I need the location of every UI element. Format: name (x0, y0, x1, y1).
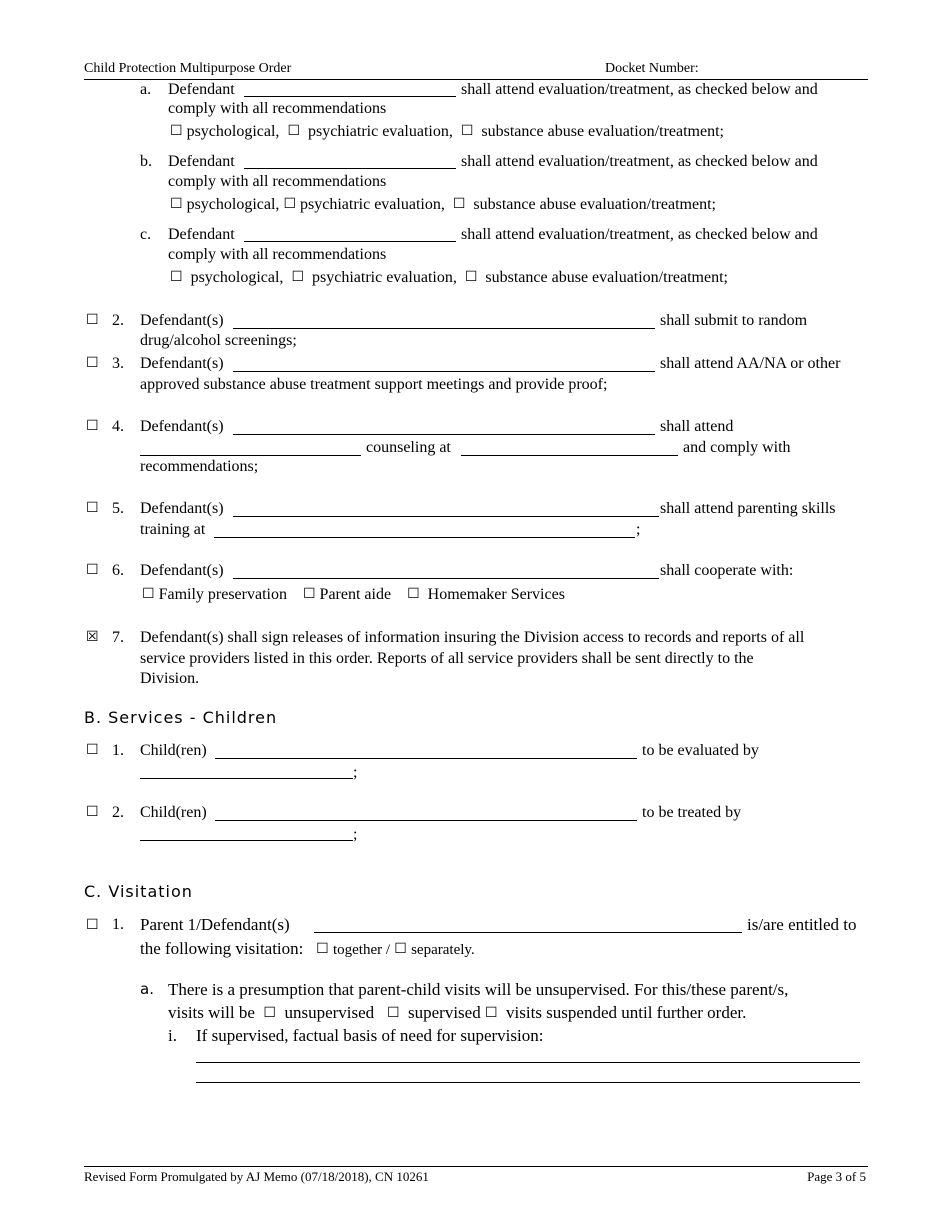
checkbox-psychological[interactable]: ☐ (170, 269, 183, 285)
c-sub-a-line2 (168, 1002, 746, 1024)
checkbox-family-preservation[interactable]: ☐ (142, 586, 155, 602)
item-4-end: and comply with (683, 439, 791, 456)
item-2-cont: drug/alcohol screenings; (140, 332, 297, 349)
sub-item-a-options (170, 122, 724, 142)
sub-item-c-blank[interactable] (244, 241, 456, 242)
item-7-line3: Division. (140, 670, 200, 687)
visitation-label: the following visitation: (140, 939, 304, 958)
checkbox-icon[interactable]: ☐ (86, 312, 99, 328)
item-4-label: Defendant(s) (140, 418, 224, 435)
sub-item-c-comply: comply with all recommendations (168, 246, 387, 263)
checkbox-together[interactable]: ☐ (316, 941, 329, 957)
sub-item-b-label: Defendant (168, 153, 235, 170)
item-4-mid: counseling at (366, 439, 451, 456)
item-7-line1: Defendant(s) shall sign releases of information insuring the Division access to records and reports of all (140, 629, 805, 646)
sub-item-b-letter: b. (140, 153, 152, 170)
supervision-basis-line-2[interactable] (196, 1082, 860, 1083)
option-label: supervised (408, 1003, 481, 1022)
item-2-blank[interactable] (233, 328, 655, 329)
b-item-1-blank[interactable] (215, 758, 637, 759)
sub-item-a-text: shall attend evaluation/treatment, as checked below and (461, 81, 818, 98)
checkbox-unsupervised[interactable]: ☐ (263, 1005, 276, 1021)
checkbox-visits-suspended[interactable]: ☐ (484, 1005, 498, 1021)
sub-item-c-options (170, 268, 728, 288)
item-6-blank[interactable] (233, 578, 659, 579)
b-item-2-treater-blank[interactable] (140, 840, 353, 841)
item-5-checkbox[interactable] (86, 499, 99, 519)
visits-label: visits will be (168, 1003, 255, 1022)
checkbox-homemaker[interactable]: ☐ (407, 586, 420, 602)
item-6-options (142, 585, 565, 605)
supervision-basis-line-1[interactable] (196, 1062, 860, 1063)
b-item-2-number: 2. (112, 804, 124, 821)
item-3-checkbox[interactable] (86, 354, 99, 374)
footer-rule (84, 1166, 868, 1167)
item-6-number: 6. (112, 562, 124, 579)
option-label: substance abuse evaluation/treatment; (481, 123, 724, 140)
option-label: substance abuse evaluation/treatment; (473, 196, 716, 213)
checked-checkbox-icon[interactable]: ☒ (86, 629, 99, 645)
item-5-training-blank[interactable] (214, 537, 635, 538)
option-label: psychiatric evaluation, (312, 269, 457, 286)
b-item-1-checkbox[interactable] (86, 741, 99, 761)
checkbox-substance-abuse[interactable]: ☐ (452, 196, 466, 212)
checkbox-psychiatric[interactable]: ☐ (291, 269, 304, 285)
together-label: together / (332, 942, 391, 958)
option-label: Homemaker Services (427, 586, 565, 603)
sub-item-a-comply: comply with all recommendations (168, 100, 387, 117)
b-item-2-label: Child(ren) (140, 804, 207, 821)
b-item-2-after: to be treated by (642, 804, 742, 821)
item-3-cont: approved substance abuse treatment support meetings and provide proof; (140, 376, 608, 393)
c-sub-a-roman-text: If supervised, factual basis of need for supervision: (196, 1026, 544, 1045)
footer-page-number: Page 3 of 5 (807, 1169, 866, 1184)
checkbox-supervised[interactable]: ☐ (386, 1005, 400, 1021)
checkbox-substance-abuse[interactable]: ☐ (460, 123, 474, 139)
c-item-1-blank[interactable] (314, 932, 742, 933)
b-item-1-number: 1. (112, 742, 124, 759)
b-item-2-blank[interactable] (215, 820, 637, 821)
option-label: visits suspended until further order. (506, 1003, 747, 1022)
item-3-label: Defendant(s) (140, 355, 224, 372)
c-sub-a-roman: i. (168, 1026, 177, 1045)
sub-item-b-comply: comply with all recommendations (168, 173, 387, 190)
checkbox-psychological[interactable]: ☐ (170, 123, 183, 139)
section-b-heading: B. Services - Children (84, 708, 278, 727)
item-6-label: Defendant(s) (140, 562, 224, 579)
checkbox-psychological[interactable]: ☐ (170, 196, 183, 212)
b-item-2-checkbox[interactable] (86, 803, 99, 823)
option-label: psychological, (190, 269, 284, 286)
c-item-1-line2 (140, 938, 475, 961)
c-sub-a-letter: a. (140, 980, 154, 998)
item-2-checkbox[interactable] (86, 311, 99, 331)
sub-item-b-blank[interactable] (244, 168, 456, 169)
checkbox-icon[interactable]: ☐ (86, 742, 99, 758)
item-5-semicolon: ; (636, 521, 641, 538)
item-4-location-blank[interactable] (461, 455, 678, 456)
option-label: Family preservation (158, 586, 287, 603)
sub-item-c-text: shall attend evaluation/treatment, as checked below and (461, 226, 818, 243)
checkbox-icon[interactable]: ☐ (86, 418, 99, 434)
header-title: Child Protection Multipurpose Order (84, 61, 292, 76)
sub-item-c-label: Defendant (168, 226, 235, 243)
item-7-line2: service providers listed in this order. Reports of all service providers shall be sent directly to the (140, 650, 754, 667)
item-5-number: 5. (112, 500, 124, 517)
checkbox-psychiatric[interactable]: ☐ (287, 123, 300, 139)
option-label: psychiatric evaluation, (308, 123, 453, 140)
item-2-number: 2. (112, 312, 124, 329)
item-4-checkbox[interactable] (86, 417, 99, 437)
checkbox-icon[interactable]: ☐ (86, 500, 99, 516)
item-5-label: Defendant(s) (140, 500, 224, 517)
item-4-blank[interactable] (233, 434, 655, 435)
c-item-1-checkbox[interactable] (86, 914, 99, 936)
c-sub-a-line1: There is a presumption that parent-child visits will be unsupervised. For this/these parent/s, (168, 980, 789, 999)
sub-item-b-options (170, 195, 716, 215)
item-5-cont: training at (140, 521, 206, 538)
item-4-after: shall attend (660, 418, 734, 435)
section-c-heading: C. Visitation (84, 882, 193, 901)
b-item-1-evaluator-blank[interactable] (140, 778, 353, 779)
item-3-after: shall attend AA/NA or other (660, 355, 841, 372)
sub-item-b-text: shall attend evaluation/treatment, as checked below and (461, 153, 818, 170)
sub-item-a-letter: a. (140, 81, 152, 98)
item-6-checkbox[interactable] (86, 561, 99, 581)
checkbox-psychiatric[interactable]: ☐ (283, 196, 296, 212)
b-item-2-semicolon: ; (353, 826, 358, 843)
item-3-number: 3. (112, 355, 124, 372)
item-5-blank[interactable] (233, 516, 659, 517)
b-item-1-label: Child(ren) (140, 742, 207, 759)
c-item-1-label: Parent 1/Defendant(s) (140, 915, 290, 934)
docket-label: Docket Number: (605, 61, 699, 76)
item-4-number: 4. (112, 418, 124, 435)
option-label: substance abuse evaluation/treatment; (485, 269, 728, 286)
c-item-1-after: is/are entitled to (747, 915, 857, 934)
item-7-number: 7. (112, 629, 124, 646)
checkbox-substance-abuse[interactable]: ☐ (464, 269, 478, 285)
option-label: psychiatric evaluation, (300, 196, 445, 213)
item-4-counseling-blank[interactable] (140, 455, 361, 456)
item-6-after: shall cooperate with: (660, 562, 794, 579)
item-2-label: Defendant(s) (140, 312, 224, 329)
checkbox-icon[interactable]: ☐ (86, 804, 99, 820)
b-item-1-after: to be evaluated by (642, 742, 759, 759)
sub-item-a-blank[interactable] (244, 96, 456, 97)
c-item-1-number: 1. (112, 916, 124, 933)
item-7-checkbox[interactable] (86, 628, 99, 648)
checkbox-icon[interactable]: ☐ (86, 355, 99, 371)
sub-item-c-letter: c. (140, 226, 152, 243)
sub-item-a-label: Defendant (168, 81, 235, 98)
item-5-after: shall attend parenting skills (660, 500, 836, 517)
checkbox-parent-aide[interactable]: ☐ (302, 586, 316, 602)
option-label: psychological, (186, 196, 280, 213)
item-3-blank[interactable] (233, 371, 655, 372)
footer-left: Revised Form Promulgated by AJ Memo (07/18/2018), CN 10261 (84, 1169, 429, 1184)
item-4-cont: recommendations; (140, 458, 259, 475)
option-label: psychological, (186, 123, 280, 140)
b-item-1-semicolon: ; (353, 764, 358, 781)
separately-label: separately. (411, 942, 475, 958)
item-2-after: shall submit to random (660, 312, 808, 329)
option-label: Parent aide (319, 586, 392, 603)
checkbox-separately[interactable]: ☐ (394, 941, 407, 957)
checkbox-icon[interactable]: ☐ (86, 917, 99, 933)
option-label: unsupervised (284, 1003, 375, 1022)
checkbox-icon[interactable]: ☐ (86, 562, 99, 578)
